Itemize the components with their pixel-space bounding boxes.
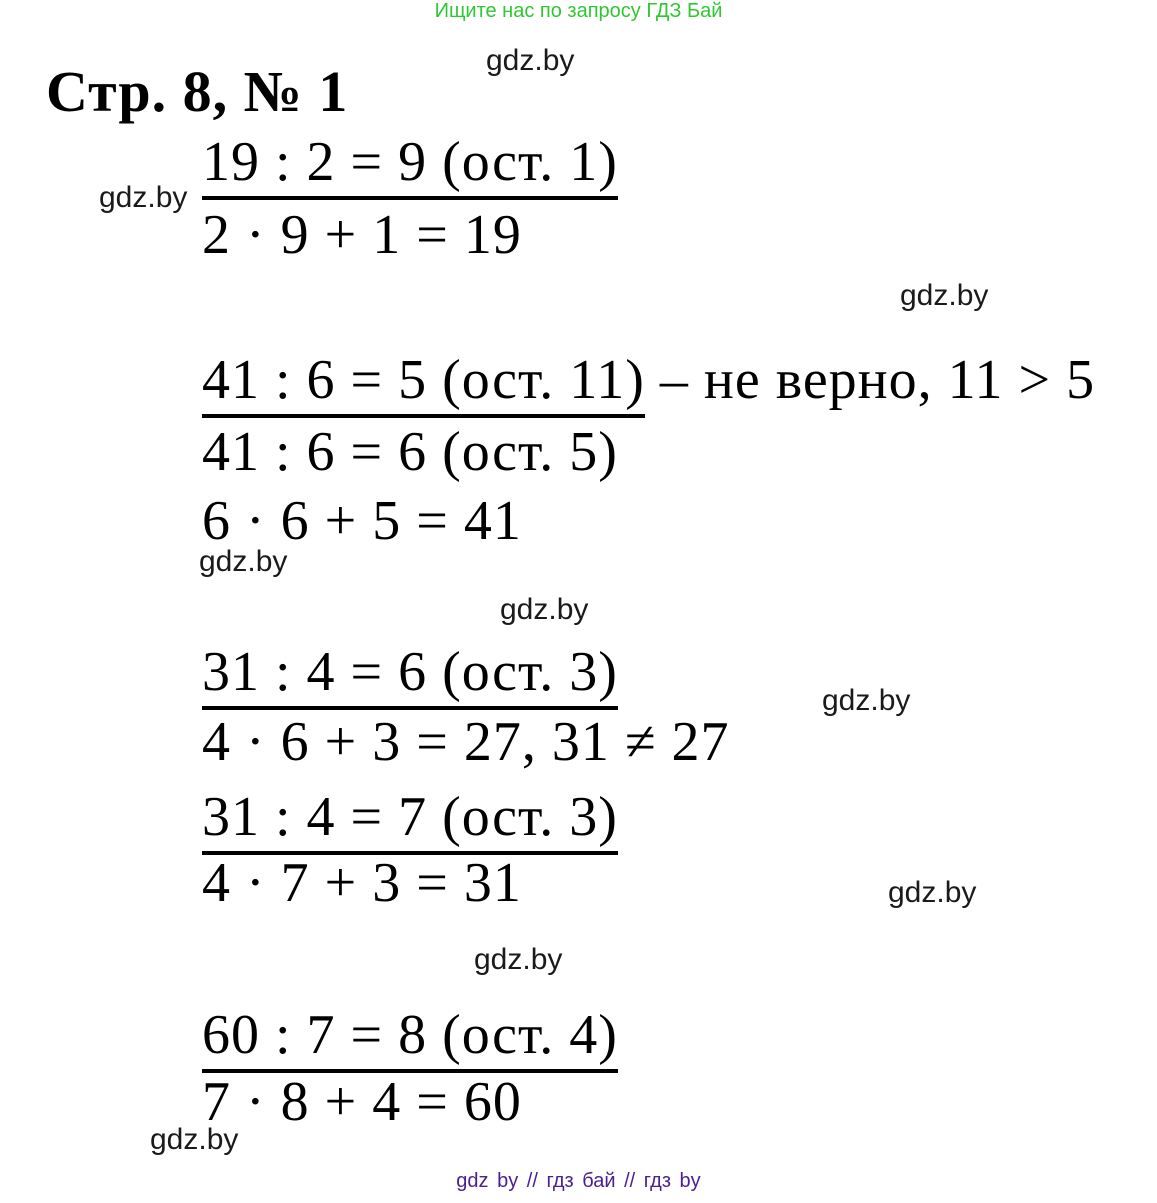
underlined-expression: 60 : 7 = 8 (ост. 4) — [202, 1003, 618, 1073]
expression: 7 · 8 + 4 = 60 — [202, 1071, 522, 1133]
equation-line — [202, 785, 618, 855]
watermark-gdz: gdz.by — [199, 545, 288, 578]
watermark-gdz: gdz.by — [474, 943, 563, 976]
expression: 6 · 6 + 5 = 41 — [202, 490, 522, 552]
page-title: Стр. 8, № 1 — [46, 59, 349, 124]
equation-line — [202, 203, 522, 267]
promo-banner: Ищите нас по запросу ГДЗ Бай — [434, 0, 723, 22]
watermark-gdz: gdz.by — [99, 181, 188, 214]
watermark-gdz: gdz.by — [888, 876, 977, 909]
equation-line — [202, 130, 618, 200]
equation-line — [202, 710, 730, 774]
equation-line — [202, 489, 522, 553]
watermark-gdz: gdz.by — [900, 279, 989, 312]
equation-line — [202, 851, 522, 915]
expression: 4 · 7 + 3 = 31 — [202, 852, 522, 914]
expression: 41 : 6 = 6 (ост. 5) — [202, 421, 618, 483]
underlined-expression: 31 : 4 = 7 (ост. 3) — [202, 785, 618, 855]
expression: – не верно, 11 > 5 — [644, 349, 1096, 411]
watermark-gdz: gdz.by — [500, 593, 589, 626]
expression: 2 · 9 + 1 = 19 — [202, 204, 522, 266]
expression: 4 · 6 + 3 = 27, 31 ≠ 27 — [202, 711, 730, 773]
watermark-gdz: gdz.by — [150, 1123, 239, 1156]
equation-line — [202, 420, 618, 484]
watermark-gdz: gdz.by — [822, 684, 911, 717]
footer-keywords: gdz by // гдз бай // гдз by — [456, 1170, 701, 1192]
equation-line — [202, 348, 1095, 418]
underlined-expression: 19 : 2 = 9 (ост. 1) — [202, 130, 618, 200]
underlined-expression: 31 : 4 = 6 (ост. 3) — [202, 640, 618, 710]
equation-line — [202, 640, 618, 710]
watermark-gdz: gdz.by — [486, 44, 575, 77]
equation-line — [202, 1070, 522, 1134]
underlined-expression: 41 : 6 = 5 (ост. 11) — [202, 348, 645, 418]
equation-line — [202, 1003, 618, 1073]
